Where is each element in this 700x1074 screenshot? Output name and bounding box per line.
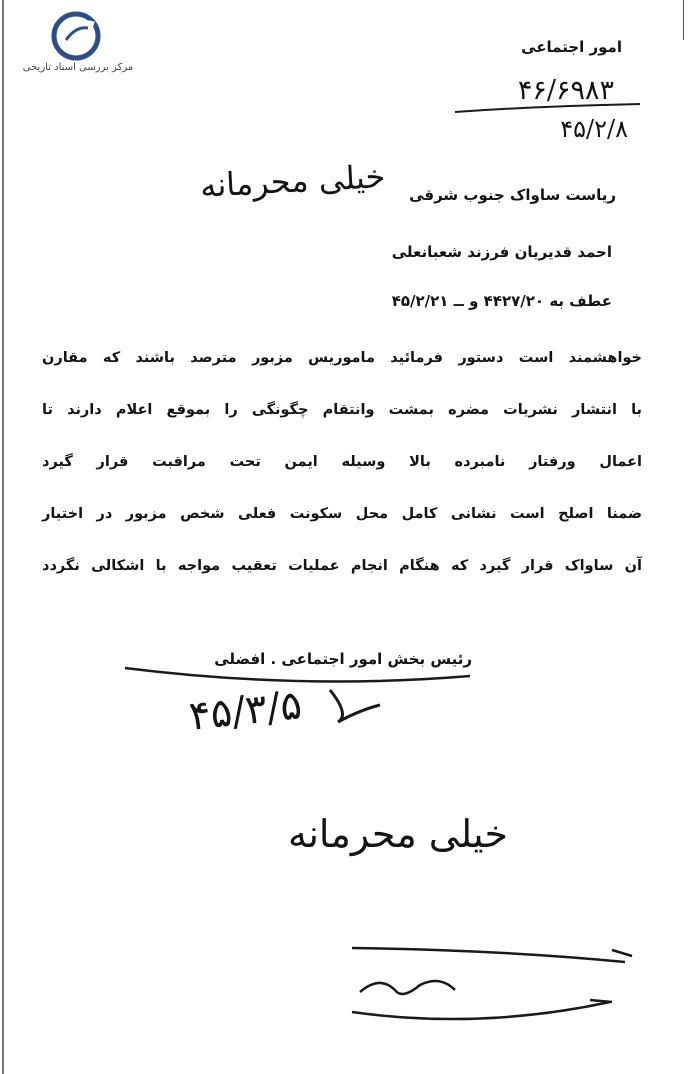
- body-line-5: آن ساواک قرار گیرد که هنگام انجام عملیات تعقیب مواجه با اشکالی نگردد: [42, 558, 642, 574]
- body-line-3: اعمال ورفتار نامبرده بالا وسیله ایمن تحت مراقبت قرار گیرد: [42, 454, 642, 470]
- subject-line: احمد قدیریان فرزند شعبانعلی: [391, 243, 612, 261]
- body-line-4: ضمنا اصلح است نشانی کامل محل سکونت فعلی شخص مزبور در اختیار: [42, 506, 642, 522]
- signature-bottom: [352, 948, 632, 1019]
- signature-date: ۴۵/۳/۵: [187, 682, 305, 740]
- reference-underline: [455, 104, 640, 112]
- body-line-2: با انتشار نشریات مضره بمشت وانتقام چگونگی را بموقع اعلام دارند تا: [42, 402, 642, 418]
- signature-flourish-upper: [125, 668, 470, 681]
- handwritten-date: ۴۵/۲/۸: [560, 115, 628, 143]
- signatory-title: رئیس بخش امور اجتماعی . افضلی: [214, 650, 472, 668]
- archive-org-name: مرکز بررسی اسناد تاریخی: [22, 62, 134, 73]
- reference-line: عطف به ۴۴۲۷/۲۰ و ــ ۴۵/۲/۲۱: [391, 292, 612, 310]
- department-label: امور اجتماعی: [521, 38, 622, 56]
- body-line-1: خواهشمند است دستور فرمائید ماموریس مزبور مترصد باشند که مقارن: [42, 350, 642, 366]
- signature-stroke-upper: [330, 690, 380, 722]
- classification-stamp-bottom: خیلی محرمانه: [287, 812, 508, 856]
- classification-stamp-top: خیلی محرمانه: [198, 157, 386, 205]
- reference-number: ۴۶/۶۹۸۳: [517, 75, 614, 106]
- addressee-line: ریاست ساواک جنوب شرقی: [409, 186, 616, 204]
